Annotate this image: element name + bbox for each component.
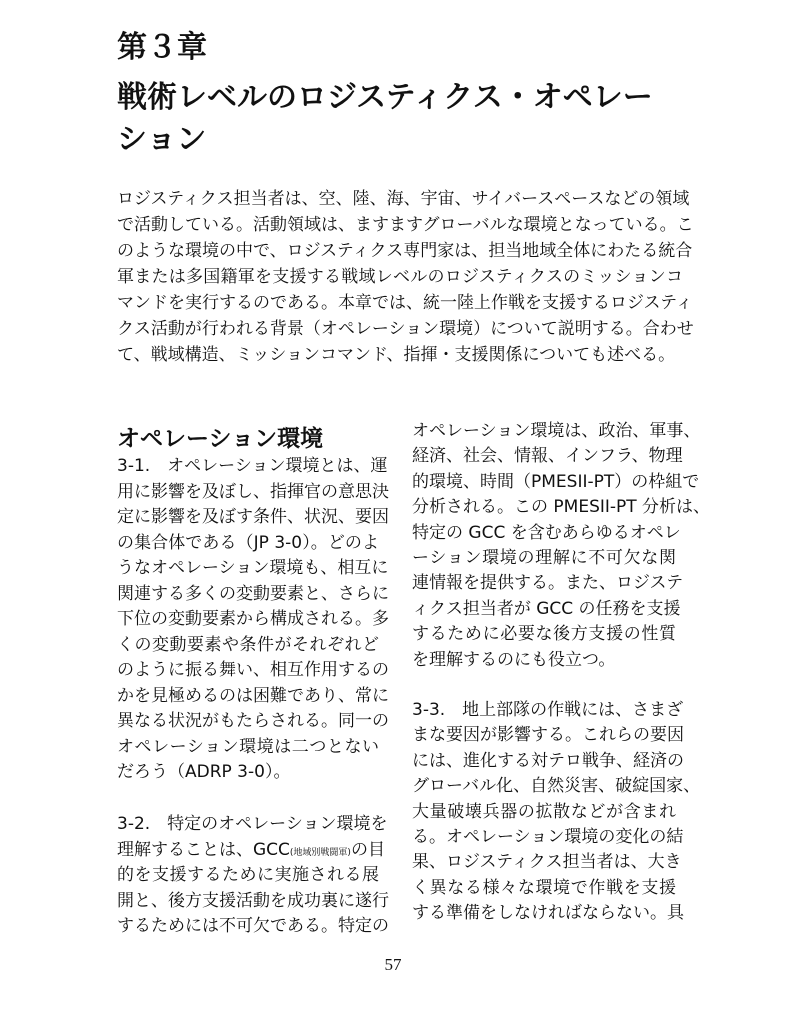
section-heading: オペレーション環境 bbox=[117, 426, 324, 452]
text-line: マンドを実行するのである。本章では、統一陸上作戦を支援するロジスティ bbox=[117, 293, 693, 313]
text-line: 開と、後方支援活動を成功裏に遂行 bbox=[117, 890, 389, 911]
text-line: 3-1. オペレーション環境とは、運 bbox=[117, 456, 388, 476]
text-line: するためには不可欠である。特定の bbox=[117, 916, 389, 936]
text-line: だろう（ADRP 3-0）。 bbox=[117, 762, 291, 782]
text-line: するために必要な後方支援の性質 bbox=[412, 624, 676, 645]
text-line: グローバル化、自然災害、破綻国家、 bbox=[412, 776, 701, 797]
text-line: で活動している。活動領域は、ますますグローバルな環境となっている。こ bbox=[117, 215, 694, 235]
text-line: 3-2. 特定のオペレーション環境を bbox=[117, 814, 388, 834]
text-line: のような環境の中で、ロジスティクス専門家は、担当地域全体にわたる統合 bbox=[117, 241, 693, 261]
text-line: を理解するのにも役立つ。 bbox=[412, 649, 616, 670]
text-line: て、戦域構造、ミッションコマンド、指揮・支援関係についても述べる。 bbox=[117, 345, 676, 365]
text-line: 定に影響を及ぼす条件、状況、要因 bbox=[117, 507, 389, 527]
text-line: く異なる様々な環境で作戦を支援 bbox=[412, 877, 676, 898]
text-line: 大量破壊兵器の拡散などが含まれ bbox=[412, 801, 676, 822]
paragraph-right-continuation bbox=[412, 419, 711, 673]
text-line: 関連する多くの変動要素と、さらに bbox=[117, 583, 389, 604]
text-line: る。オペレーション環境の変化の結 bbox=[412, 826, 684, 847]
text-line: うなオペレーション環境も、相互に bbox=[117, 558, 389, 578]
text-line bbox=[117, 838, 385, 864]
chapter-title-line: 戦術レベルのロジスティクス・オペレー bbox=[117, 80, 653, 115]
text-line: オペレーション環境は二つとない bbox=[117, 736, 379, 757]
text-line: まな要因が影響する。これらの要因 bbox=[412, 725, 684, 746]
paragraph-3-2 bbox=[117, 812, 389, 940]
intro-paragraph bbox=[117, 186, 694, 368]
text-line: の集合体である（JP 3-0）。どのよ bbox=[117, 532, 379, 553]
chapter-title-line: ション bbox=[117, 122, 207, 157]
text-line: くの変動要素や条件がそれぞれど bbox=[117, 634, 379, 655]
page-number: 57 bbox=[384, 955, 402, 974]
text-line: クス活動が行われる背景（オペレーション環境）について説明する。合わせ bbox=[117, 319, 694, 339]
text-line: には、進化する対テロ戦争、経済の bbox=[412, 750, 684, 771]
text-line: 異なる状況がもたらされる。同一の bbox=[117, 711, 389, 731]
chapter-number: 第３章 bbox=[117, 30, 207, 65]
subscript-note: (地域別戦闘軍) bbox=[289, 847, 351, 858]
paragraph-3-1 bbox=[117, 454, 389, 786]
text-line: 連情報を提供する。また、ロジステ bbox=[412, 573, 684, 594]
text-line: 用に影響を及ぼし、指揮官の意思決 bbox=[117, 481, 389, 502]
text-line: 果、ロジスティクス担当者は、大き bbox=[412, 852, 682, 873]
text-line: 的を支援するために実施される展 bbox=[117, 865, 379, 885]
text-line: ロジスティクス担当者は、空、陸、海、宇宙、サイバースペースなどの領域 bbox=[117, 189, 690, 209]
text-line: かを見極めるのは困難であり、常に bbox=[117, 685, 389, 706]
text-line: ィクス担当者が GCC の任務を支援 bbox=[412, 598, 681, 619]
text-line: 経済、社会、情報、インフラ、物理 bbox=[412, 446, 683, 467]
text-line: 的環境、時間（PMESII-PT）の枠組で bbox=[412, 471, 700, 492]
text-line: 軍または多国籍軍を支援する戦域レベルのロジスティクスのミッションコ bbox=[117, 267, 683, 287]
paragraph-3-3 bbox=[412, 698, 701, 927]
text-line: 3-3. 地上部隊の作戦には、さまざ bbox=[412, 700, 684, 720]
text-segment: 理解することは、GCC bbox=[117, 839, 290, 860]
text-segment: の目 bbox=[350, 839, 385, 860]
text-line: 下位の変動要素から構成される。多 bbox=[117, 609, 389, 629]
text-line: 分析される。この PMESII-PT 分析は、 bbox=[412, 497, 711, 518]
text-line: のように振る舞い、相互作用するの bbox=[117, 660, 389, 680]
text-line: 特定の GCC を含むあらゆるオペレ bbox=[412, 522, 681, 543]
text-line: ーション環境の理解に不可欠な関 bbox=[412, 547, 676, 568]
text-line: オペレーション環境は、政治、軍事、 bbox=[412, 421, 701, 441]
text-line: する準備をしなければならない。具 bbox=[412, 903, 684, 924]
